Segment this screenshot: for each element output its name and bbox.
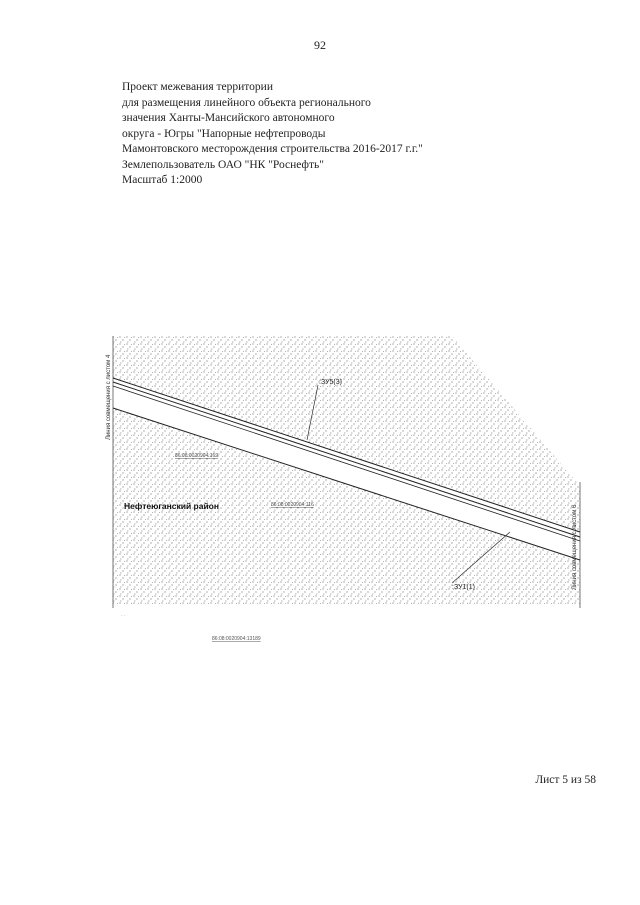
cadastral-number-3: 86:08:0020904:13189 <box>212 636 261 642</box>
plot-label-top: :ЗУ5(3) <box>319 379 342 386</box>
left-edge-label: Линия совмещения с листом 4 <box>106 354 112 440</box>
title-line: округа - Югры "Напорные нефтепроводы <box>122 127 326 140</box>
page-number: 92 <box>314 38 326 52</box>
cadastral-number-2: 86:08:0020904:116 <box>271 502 314 508</box>
title-line: Мамонтовского месторождения строительства 2016-2017 г.г." <box>122 143 423 155</box>
right-edge-label: Линия совмещения с листом 6 <box>572 504 578 590</box>
plot-label-bottom: :ЗУ1(1) <box>452 584 475 591</box>
title-line: Проект межевания территории <box>122 81 273 93</box>
title-line: Землепользователь ОАО "НК "Роснефть" <box>122 158 324 171</box>
district-label: Нефтеюганский район <box>124 501 220 511</box>
scale-line: Масштаб 1:2000 <box>122 174 203 186</box>
title-line: значения Ханты-Мансийского автономного <box>122 112 335 124</box>
cadastral-number-1: 86:08:0020904:169 <box>175 453 219 459</box>
title-line: для размещения линейного объекта регионального <box>122 96 371 109</box>
scan-dots: · · <box>121 613 126 619</box>
sheet-footer: Лист 5 из 58 <box>535 774 596 786</box>
